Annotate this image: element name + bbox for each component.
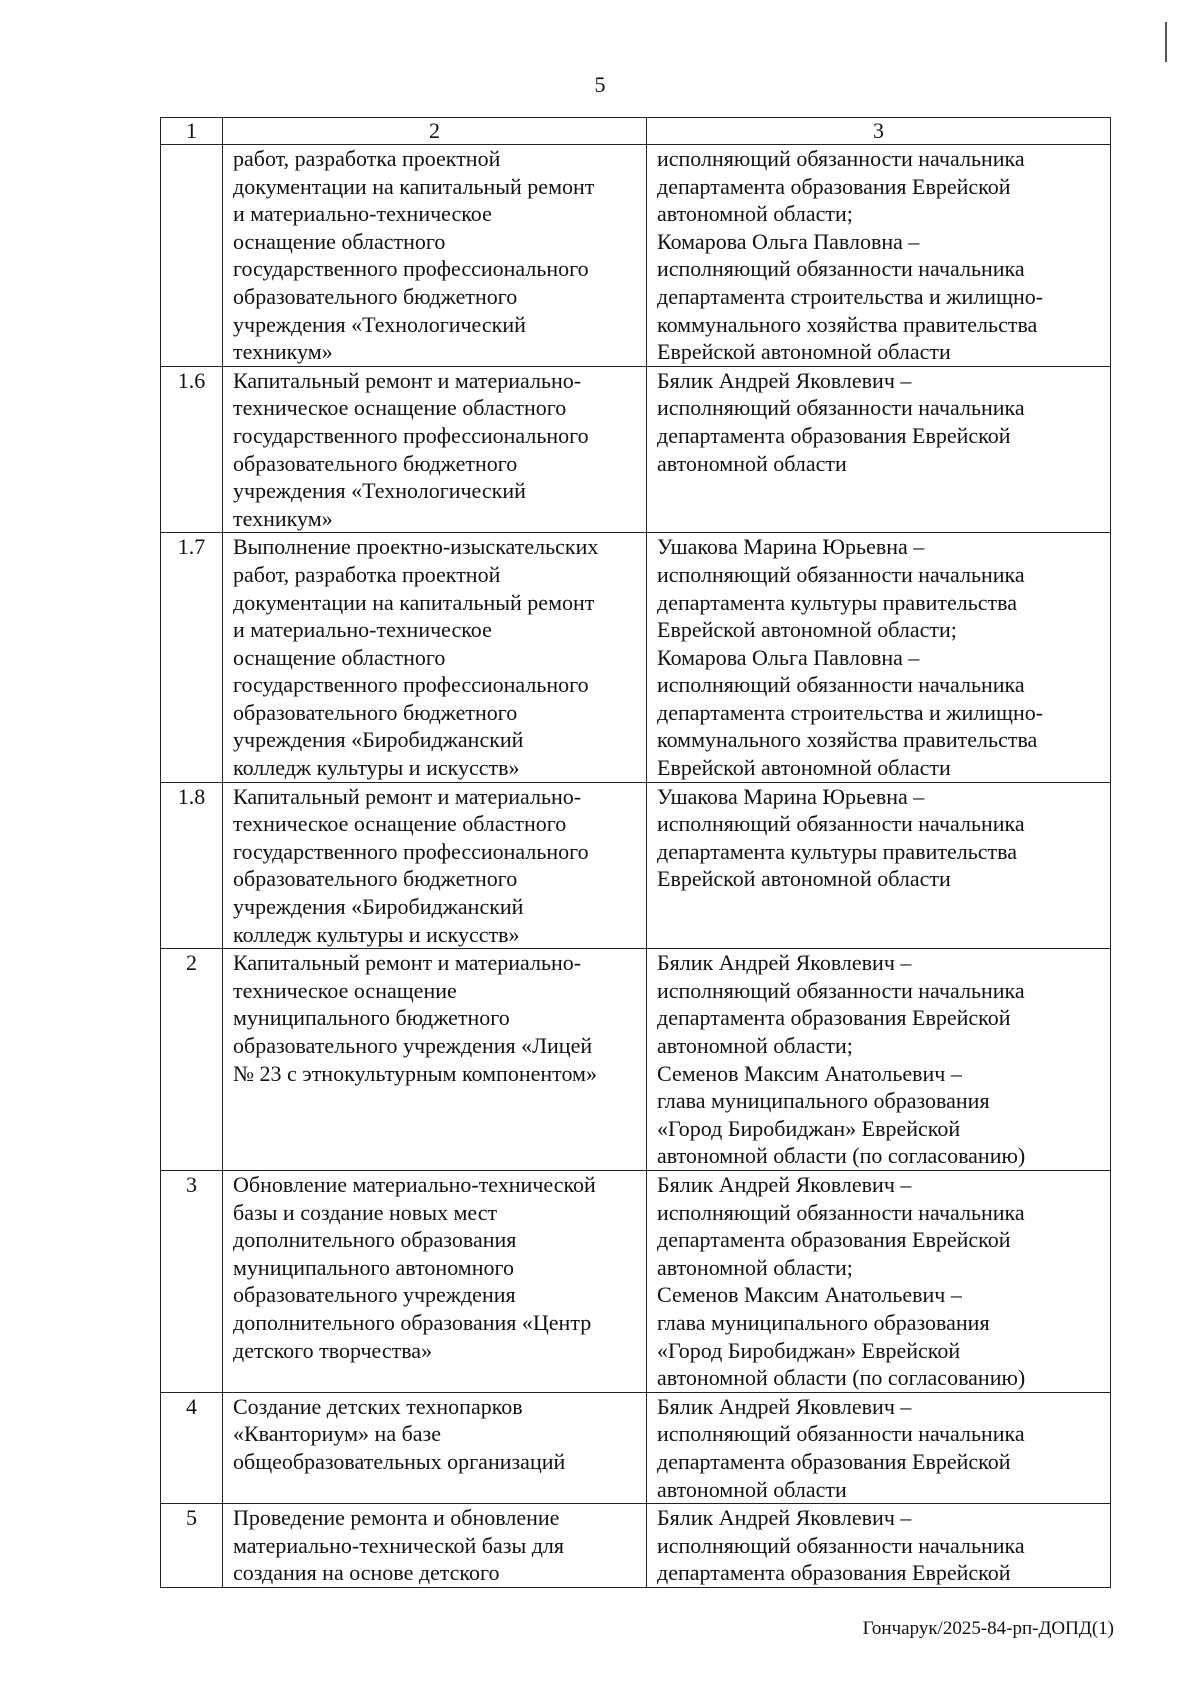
row-description: Капитальный ремонт и материально- техническое оснащение областного государственного профессионального образовательного бюджетного учреждения «Технологический техникум»	[223, 366, 647, 533]
header-col-3: 3	[647, 118, 1111, 145]
table-row	[161, 145, 1111, 367]
table-row	[161, 366, 1111, 533]
header-col-1: 1	[161, 118, 223, 145]
row-number: 1.8	[161, 782, 223, 949]
row-number	[161, 145, 223, 367]
row-responsible: Бялик Андрей Яковлевич – исполняющий обязанности начальника департамента образования Еврейской автономной области; Семенов Максим Анатольевич – глава муниципального образования «Город Биробиджан» Еврейской автономной области (по согласованию)	[647, 1170, 1111, 1392]
row-responsible: Бялик Андрей Яковлевич – исполняющий обязанности начальника департамента образования Еврейской автономной области; Семенов Максим Анатольевич – глава муниципального образования «Город Биробиджан» Еврейской автономной области (по согласованию)	[647, 949, 1111, 1171]
row-description: Создание детских технопарков «Кванториум» на базе общеобразовательных организаций	[223, 1392, 647, 1503]
table-row	[161, 1392, 1111, 1503]
table-row	[161, 1170, 1111, 1392]
table-row	[161, 533, 1111, 782]
row-number: 2	[161, 949, 223, 1171]
row-description: Проведение ремонта и обновление материально-технической базы для создания на основе детского	[223, 1504, 647, 1588]
header-col-2: 2	[223, 118, 647, 145]
row-responsible: исполняющий обязанности начальника департамента образования Еврейской автономной области; Комарова Ольга Павловна – исполняющий обязанности начальника департамента строительства и жилищно- коммунального хозяйства правительства Еврейской автономной области	[647, 145, 1111, 367]
row-responsible: Бялик Андрей Яковлевич – исполняющий обязанности начальника департамента образования Еврейской	[647, 1504, 1111, 1588]
row-number: 1.6	[161, 366, 223, 533]
table-row	[161, 949, 1111, 1171]
row-number: 1.7	[161, 533, 223, 782]
document-table	[160, 117, 1111, 1588]
row-number: 5	[161, 1504, 223, 1588]
row-responsible: Ушакова Марина Юрьевна – исполняющий обязанности начальника департамента культуры правительства Еврейской автономной области; Комарова Ольга Павловна – исполняющий обязанности начальника департамента строительства и жилищно- коммунального хозяйства правительства Еврейской автономной области	[647, 533, 1111, 782]
row-description: работ, разработка проектной документации на капитальный ремонт и материально-техническое оснащение областного государственного профессионального образовательного бюджетного учреждения «Технологический техникум»	[223, 145, 647, 367]
header-row	[161, 118, 1111, 145]
row-number: 3	[161, 1170, 223, 1392]
row-responsible: Бялик Андрей Яковлевич – исполняющий обязанности начальника департамента образования Еврейской автономной области	[647, 366, 1111, 533]
row-description: Капитальный ремонт и материально- техническое оснащение муниципального бюджетного образовательного учреждения «Лицей № 23 с этнокультурным компонентом»	[223, 949, 647, 1171]
table-row	[161, 1504, 1111, 1588]
row-number: 4	[161, 1392, 223, 1503]
row-description: Выполнение проектно-изыскательских работ, разработка проектной документации на капитальный ремонт и материально-техническое оснащение областного государственного профессионального образовательного бюджетного учреждения «Биробиджанский колледж культуры и искусств»	[223, 533, 647, 782]
page-number: 5	[594, 72, 606, 97]
row-responsible: Ушакова Марина Юрьевна – исполняющий обязанности начальника департамента культуры правительства Еврейской автономной области	[647, 782, 1111, 949]
margin-mark	[1165, 22, 1167, 62]
row-description: Капитальный ремонт и материально- техническое оснащение областного государственного профессионального образовательного бюджетного учреждения «Биробиджанский колледж культуры и искусств»	[223, 782, 647, 949]
table-row	[161, 782, 1111, 949]
footer-reference: Гончарук/2025-84-рп-ДОПД(1)	[862, 1618, 1114, 1639]
row-description: Обновление материально-технической базы и создание новых мест дополнительного образования муниципального автономного образовательного учреждения дополнительного образования «Центр детского творчества»	[223, 1170, 647, 1392]
row-responsible: Бялик Андрей Яковлевич – исполняющий обязанности начальника департамента образования Еврейской автономной области	[647, 1392, 1111, 1503]
